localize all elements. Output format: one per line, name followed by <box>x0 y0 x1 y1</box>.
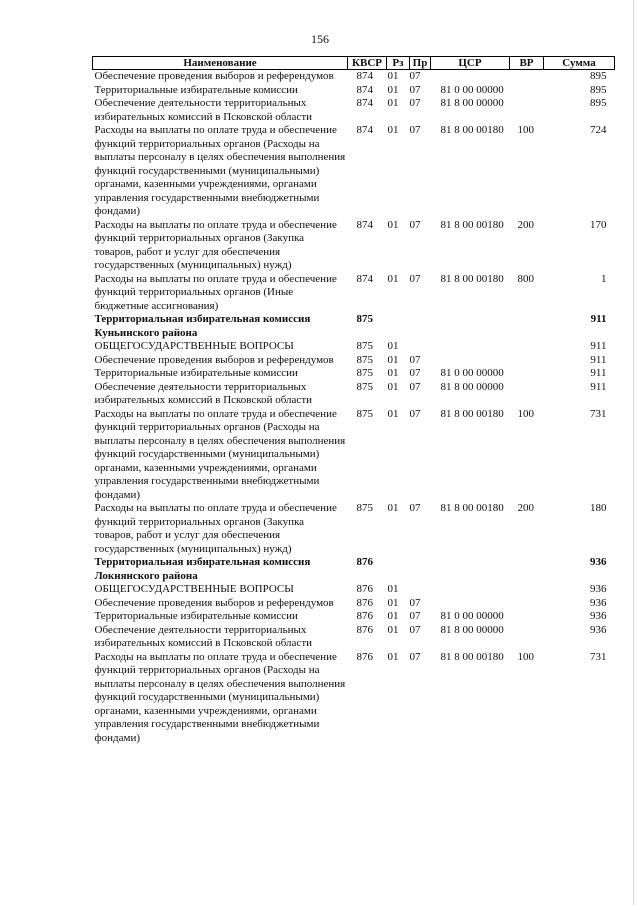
cell-csr: 81 8 00 00180 <box>440 650 504 663</box>
table-row <box>93 408 615 503</box>
cell-sum: 936 <box>590 583 607 595</box>
cell-csr: 81 0 00 00000 <box>440 367 504 379</box>
cell-pr: 07 <box>409 407 421 420</box>
header-pr: Пр <box>410 57 431 70</box>
cell-kvsr: 874 <box>356 97 373 109</box>
cell-sum: 936 <box>590 596 607 609</box>
cell-name: Обеспечение деятельности территориальных избирательных комиссий в Псковской области <box>94 97 313 123</box>
table-row <box>93 219 615 273</box>
budget-table <box>92 56 615 745</box>
cell-pr: 07 <box>409 596 421 609</box>
scan-edge-line <box>633 0 634 905</box>
cell-kvsr: 876 <box>356 610 373 622</box>
cell-vr: 800 <box>517 272 534 285</box>
cell-csr: 81 8 00 00000 <box>440 623 504 636</box>
cell-pr: 07 <box>409 218 421 231</box>
cell-name: ОБЩЕГОСУДАРСТВЕННЫЕ ВОПРОСЫ <box>94 583 294 595</box>
cell-vr <box>510 381 544 408</box>
table-row <box>93 313 615 340</box>
table-row <box>93 610 615 624</box>
cell-pr <box>410 583 431 597</box>
cell-sum: 170 <box>590 218 607 231</box>
cell-kvsr: 875 <box>356 407 373 420</box>
table-row <box>93 70 615 84</box>
cell-kvsr: 876 <box>356 583 373 595</box>
table-row <box>93 556 615 583</box>
cell-csr: 81 8 00 00000 <box>440 97 504 109</box>
cell-name: Территориальные избирательные комиссии <box>94 610 298 622</box>
cell-sum: 1 <box>601 272 607 285</box>
cell-sum: 731 <box>590 650 607 663</box>
cell-rz: 01 <box>387 70 399 82</box>
cell-csr: 81 8 00 00180 <box>440 407 504 420</box>
cell-kvsr: 875 <box>356 502 373 514</box>
cell-name: Территориальная избирательная комиссия Куньинского района <box>94 313 311 339</box>
table-row <box>93 97 615 124</box>
cell-rz: 01 <box>387 650 399 663</box>
table-row <box>93 651 615 746</box>
cell-name: ОБЩЕГОСУДАРСТВЕННЫЕ ВОПРОСЫ <box>94 340 294 352</box>
cell-pr: 07 <box>409 623 421 636</box>
cell-pr: 07 <box>409 83 421 96</box>
header-kvsr: КВСР <box>348 57 387 70</box>
cell-kvsr: 874 <box>356 218 373 231</box>
table-row <box>93 124 615 219</box>
cell-vr <box>510 313 544 340</box>
cell-kvsr: 875 <box>356 380 373 393</box>
cell-csr <box>431 313 510 340</box>
table-row <box>93 340 615 354</box>
cell-rz: 01 <box>387 97 399 109</box>
cell-rz <box>387 556 410 583</box>
table-row <box>93 583 615 597</box>
cell-kvsr: 876 <box>356 650 373 663</box>
cell-pr: 07 <box>409 367 421 379</box>
cell-pr: 07 <box>409 70 421 82</box>
cell-sum: 724 <box>590 124 607 136</box>
cell-name: Расходы на выплаты по оплате труда и обеспечение функций территориальных органов (Иные бюджетные ассигнования) <box>94 272 337 312</box>
table-row <box>93 597 615 611</box>
cell-rz: 01 <box>387 340 399 352</box>
cell-vr: 100 <box>517 124 534 136</box>
cell-rz: 01 <box>387 124 399 136</box>
cell-pr <box>410 313 431 340</box>
cell-csr: 81 0 00 00000 <box>440 83 504 96</box>
cell-csr: 81 8 00 00180 <box>440 124 504 136</box>
cell-sum: 936 <box>590 556 607 568</box>
cell-rz: 01 <box>387 353 399 366</box>
cell-rz: 01 <box>387 596 399 609</box>
cell-pr: 07 <box>409 124 421 136</box>
table-row <box>93 367 615 381</box>
header-csr: ЦСР <box>431 57 510 70</box>
cell-rz: 01 <box>387 502 399 514</box>
cell-rz: 01 <box>387 583 399 595</box>
cell-name: Расходы на выплаты по оплате труда и обеспечение функций территориальных органов (Закупка товаров, работ и услуг для обеспечения государственных (муниципальных) нужд) <box>94 218 337 271</box>
cell-kvsr: 875 <box>356 353 373 366</box>
cell-sum: 911 <box>590 313 607 325</box>
cell-csr: 81 8 00 00180 <box>440 218 504 231</box>
cell-kvsr: 876 <box>356 556 373 568</box>
cell-pr: 07 <box>409 380 421 393</box>
table-row <box>93 624 615 651</box>
cell-csr: 81 0 00 00000 <box>440 610 504 622</box>
table-row <box>93 84 615 98</box>
cell-csr <box>431 597 510 611</box>
cell-name: Расходы на выплаты по оплате труда и обеспечение функций территориальных органов (Расходы на выплаты персоналу в целях обеспечения выполнения функций государственными (муниципальными) органами, казенными учреждениями, органами управления государственными внебюджетными фондами) <box>94 407 346 501</box>
cell-pr <box>410 340 431 354</box>
cell-name: Обеспечение проведения выборов и референдумов <box>94 70 334 82</box>
cell-name: Обеспечение деятельности территориальных избирательных комиссий в Псковской области <box>94 623 313 649</box>
cell-rz: 01 <box>387 83 399 96</box>
cell-pr: 07 <box>409 650 421 663</box>
cell-csr: 81 8 00 00180 <box>440 272 504 285</box>
table-header-row <box>93 57 615 70</box>
cell-vr <box>510 610 544 624</box>
cell-vr <box>510 597 544 611</box>
cell-vr: 200 <box>517 218 534 231</box>
cell-sum: 895 <box>590 97 607 109</box>
cell-csr <box>431 70 510 84</box>
cell-kvsr: 874 <box>356 70 373 82</box>
cell-sum: 731 <box>590 407 607 420</box>
table-row <box>93 273 615 314</box>
cell-vr: 100 <box>517 650 534 663</box>
cell-vr <box>510 70 544 84</box>
cell-sum: 911 <box>590 340 607 352</box>
header-vr: ВР <box>510 57 544 70</box>
cell-vr <box>510 556 544 583</box>
cell-vr <box>510 340 544 354</box>
cell-sum: 911 <box>590 380 607 393</box>
header-rz: Рз <box>387 57 410 70</box>
header-sum: Сумма <box>544 57 615 70</box>
table-row <box>93 502 615 556</box>
cell-rz: 01 <box>387 218 399 231</box>
cell-name: Обеспечение проведения выборов и референдумов <box>94 353 334 366</box>
cell-csr: 81 8 00 00000 <box>440 380 504 393</box>
cell-pr: 07 <box>409 610 421 622</box>
cell-rz <box>387 313 410 340</box>
cell-vr <box>510 354 544 368</box>
cell-vr <box>510 367 544 381</box>
cell-name: Расходы на выплаты по оплате труда и обеспечение функций территориальных органов (Расходы на выплаты персоналу в целях обеспечения выполнения функций государственными (муниципальными) органами, казенными учреждениями, органами управления государственными внебюджетными фондами) <box>94 124 346 217</box>
cell-csr <box>431 556 510 583</box>
cell-kvsr: 874 <box>356 124 373 136</box>
cell-kvsr: 874 <box>356 83 373 96</box>
cell-sum: 895 <box>590 83 607 96</box>
cell-rz: 01 <box>387 623 399 636</box>
budget-table-container <box>92 56 614 745</box>
cell-name: Территориальные избирательные комиссии <box>94 83 298 96</box>
cell-vr <box>510 583 544 597</box>
cell-kvsr: 875 <box>356 340 373 352</box>
cell-sum: 936 <box>590 623 607 636</box>
cell-rz: 01 <box>387 272 399 285</box>
cell-sum: 180 <box>590 502 607 514</box>
cell-kvsr: 874 <box>356 272 373 285</box>
cell-kvsr: 875 <box>356 313 373 325</box>
table-row <box>93 381 615 408</box>
cell-csr <box>431 340 510 354</box>
cell-csr <box>431 583 510 597</box>
cell-name: Территориальные избирательные комиссии <box>94 367 298 379</box>
page-number: 156 <box>311 32 329 46</box>
cell-csr: 81 8 00 00180 <box>440 502 504 514</box>
header-name: Наименование <box>93 57 348 70</box>
cell-name: Территориальная избирательная комиссия Локнянского района <box>94 556 311 582</box>
cell-rz: 01 <box>387 367 399 379</box>
cell-sum: 911 <box>590 367 607 379</box>
cell-name: Расходы на выплаты по оплате труда и обеспечение функций территориальных органов (Расходы на выплаты персоналу в целях обеспечения выполнения функций государственными (муниципальными) органами, казенными учреждениями, органами управления государственными внебюджетными фондами) <box>94 650 346 744</box>
cell-kvsr: 876 <box>356 623 373 636</box>
cell-vr: 200 <box>517 502 534 514</box>
cell-vr <box>510 97 544 124</box>
cell-rz: 01 <box>387 610 399 622</box>
cell-pr <box>410 556 431 583</box>
cell-pr: 07 <box>409 353 421 366</box>
table-body <box>93 70 615 746</box>
cell-rz: 01 <box>387 407 399 420</box>
cell-pr: 07 <box>409 97 421 109</box>
cell-pr: 07 <box>409 272 421 285</box>
cell-csr <box>431 354 510 368</box>
cell-sum: 895 <box>590 70 607 82</box>
cell-pr: 07 <box>409 502 421 514</box>
cell-sum: 911 <box>590 353 607 366</box>
cell-kvsr: 876 <box>356 596 373 609</box>
cell-kvsr: 875 <box>356 367 373 379</box>
cell-name: Расходы на выплаты по оплате труда и обеспечение функций территориальных органов (Закупка товаров, работ и услуг для обеспечения государственных (муниципальных) нужд) <box>94 502 337 555</box>
cell-vr <box>510 84 544 98</box>
cell-name: Обеспечение деятельности территориальных избирательных комиссий в Псковской области <box>94 380 313 406</box>
cell-name: Обеспечение проведения выборов и референдумов <box>94 596 334 609</box>
cell-vr <box>510 624 544 651</box>
cell-vr: 100 <box>517 407 534 420</box>
table-row <box>93 354 615 368</box>
cell-rz: 01 <box>387 380 399 393</box>
cell-sum: 936 <box>590 610 607 622</box>
